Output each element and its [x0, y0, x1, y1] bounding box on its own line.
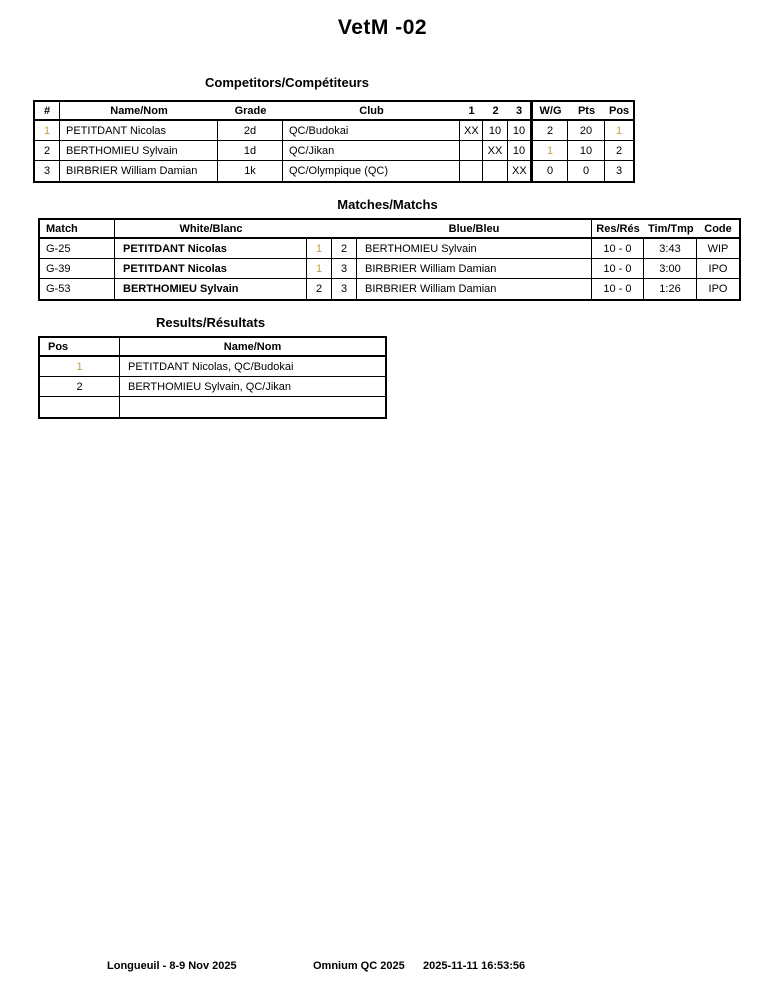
col-header-name: Name/Nom — [60, 102, 218, 121]
result-row — [40, 357, 385, 377]
col-header-blue-number — [332, 220, 357, 239]
white-player-number: 1 — [307, 259, 332, 279]
results-header-row — [40, 338, 385, 357]
match-code: IPO — [697, 259, 739, 279]
footer-timestamp: 2025-11-11 16:53:56 — [423, 960, 526, 972]
col-header-round1: 1 — [460, 102, 483, 121]
result-row — [40, 397, 385, 417]
blue-player-name: BERTHOMIEU Sylvain — [357, 239, 592, 259]
white-player-number: 1 — [307, 239, 332, 259]
footer-location-date: Longueuil - 8-9 Nov 2025 — [107, 960, 237, 972]
round1-result — [460, 161, 483, 181]
competitor-points: 0 — [568, 161, 605, 181]
col-header-time: Tim/Tmp — [644, 220, 697, 239]
blue-player-number: 2 — [332, 239, 357, 259]
col-header-code: Code — [697, 220, 739, 239]
match-id: G-53 — [40, 279, 115, 299]
competitors-header-row — [35, 102, 633, 121]
col-header-number: # — [35, 102, 60, 121]
competitor-name: BIRBRIER William Damian — [60, 161, 218, 181]
blue-player-name: BIRBRIER William Damian — [357, 279, 592, 299]
col-header-points: Pts — [568, 102, 605, 121]
result-position: 2 — [40, 377, 120, 397]
match-code: IPO — [708, 283, 728, 295]
blue-player-name: BIRBRIER William Damian — [357, 259, 592, 279]
competitor-position: 2 — [605, 141, 633, 161]
match-result: 10 - 0 — [592, 279, 644, 299]
white-player-number: 2 — [307, 279, 332, 299]
competitor-grade: 1d — [218, 141, 283, 161]
result-name — [120, 397, 385, 417]
competitor-name: PETITDANT Nicolas — [60, 121, 218, 141]
col-header-wins: W/G — [533, 102, 568, 121]
white-player-name: PETITDANT Nicolas — [115, 239, 307, 259]
white-player-name: BERTHOMIEU Sylvain — [115, 279, 307, 299]
competitor-grade: 2d — [218, 121, 283, 141]
blue-player-number: 3 — [332, 279, 357, 299]
competitor-grade: 1k — [218, 161, 283, 181]
round3-result: 10 — [508, 121, 533, 141]
col-header-name: Name/Nom — [120, 338, 385, 357]
competitor-wins: 0 — [533, 161, 568, 181]
competitor-row — [35, 161, 633, 181]
round3-result: 10 — [508, 141, 533, 161]
results-table — [38, 336, 387, 419]
round2-result: XX — [483, 141, 508, 161]
competitor-points: 20 — [568, 121, 605, 141]
competitor-number: 3 — [35, 161, 60, 181]
competitor-position: 3 — [615, 165, 623, 177]
round3-result: XX — [508, 161, 533, 181]
blue-player-number: 3 — [332, 259, 357, 279]
competitor-position: 1 — [605, 121, 633, 141]
match-code: WIP — [697, 239, 739, 259]
matches-section-title: Matches/Matchs — [337, 197, 438, 212]
round1-result — [460, 141, 483, 161]
competitor-club: QC/Budokai — [283, 121, 460, 141]
results-section-title: Results/Résultats — [155, 315, 266, 330]
competitor-wins: 1 — [533, 141, 568, 161]
col-header-club: Club — [283, 102, 460, 121]
round1-result: XX — [460, 121, 483, 141]
competitor-number: 1 — [35, 121, 60, 141]
competitor-points: 10 — [568, 141, 605, 161]
col-header-blue: Blue/Bleu — [357, 220, 592, 239]
result-position: 1 — [40, 357, 120, 377]
col-header-position: Pos — [40, 338, 120, 357]
match-time: 1:26 — [644, 279, 697, 299]
match-row — [40, 239, 739, 259]
col-header-match: Match — [40, 220, 115, 239]
col-header-round2: 2 — [483, 102, 508, 121]
match-result: 10 - 0 — [592, 239, 644, 259]
match-result: 10 - 0 — [592, 259, 644, 279]
col-header-result: Res/Rés — [592, 220, 644, 239]
match-row — [40, 279, 739, 299]
result-row — [40, 377, 385, 397]
result-position — [40, 397, 120, 417]
round2-result: 10 — [483, 121, 508, 141]
page-title: VetM -02 — [337, 16, 428, 39]
competitor-name: BERTHOMIEU Sylvain — [60, 141, 218, 161]
competitors-table — [33, 100, 635, 183]
competitor-wins: 2 — [533, 121, 568, 141]
col-header-white: White/Blanc — [115, 220, 307, 239]
competitors-section-title: Competitors/Compétiteurs — [205, 75, 369, 90]
competitor-club: QC/Jikan — [283, 141, 460, 161]
competitor-row — [35, 141, 633, 161]
col-header-white-number — [307, 220, 332, 239]
footer-event-name: Omnium QC 2025 — [313, 960, 405, 972]
matches-table — [38, 218, 741, 301]
result-name: BERTHOMIEU Sylvain, QC/Jikan — [120, 377, 385, 397]
match-time: 3:43 — [644, 239, 697, 259]
match-row — [40, 259, 739, 279]
round2-result — [483, 161, 508, 181]
col-header-grade: Grade — [218, 102, 283, 121]
match-id: G-25 — [40, 239, 115, 259]
white-player-name: PETITDANT Nicolas — [115, 259, 307, 279]
col-header-position: Pos — [605, 102, 633, 121]
competitor-club: QC/Olympique (QC) — [283, 161, 460, 181]
col-header-round3: 3 — [508, 102, 533, 121]
competitor-row — [35, 121, 633, 141]
matches-header-row — [40, 220, 739, 239]
result-name: PETITDANT Nicolas, QC/Budokai — [120, 357, 385, 377]
match-time: 3:00 — [644, 259, 697, 279]
match-id: G-39 — [40, 259, 115, 279]
competitor-number: 2 — [35, 141, 60, 161]
